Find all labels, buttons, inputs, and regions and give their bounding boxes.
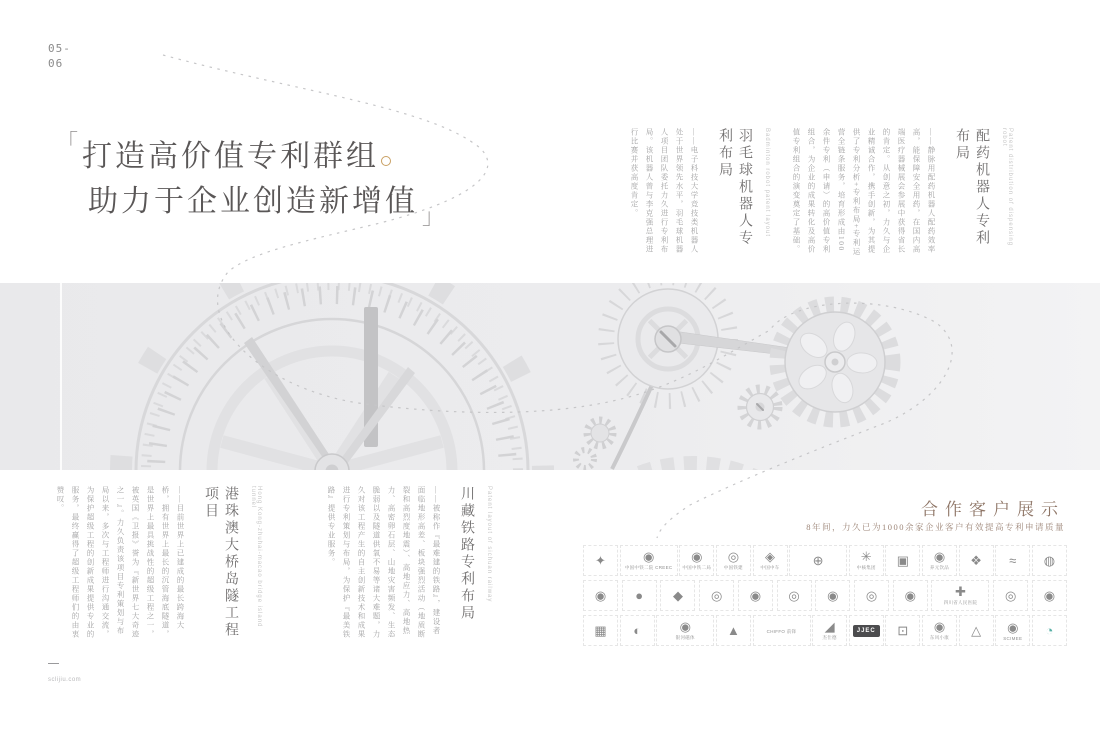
article-badminton-robot [627, 128, 770, 258]
client-logo-label: 中国中铁二局 [682, 565, 712, 570]
client-logo-grid [583, 545, 1067, 646]
small-gears [576, 389, 778, 468]
client-logo-label: 中核集团 [856, 565, 876, 570]
client-logo [922, 545, 957, 576]
client-logo [885, 615, 920, 646]
client-logo [815, 580, 850, 611]
gold-ring-icon [381, 156, 391, 166]
client-logo-glyph-icon: ◈ [765, 549, 775, 564]
client-logo-label: 杰仕德 [822, 635, 837, 640]
client-logo-glyph-icon: ● [635, 588, 644, 603]
footer-mark [48, 663, 59, 664]
client-logo-glyph-icon: ◉ [1043, 588, 1056, 603]
big-wheel [121, 283, 543, 470]
hero-line2: 助力于企业创造新增值 [88, 185, 419, 218]
client-logo [679, 545, 714, 576]
gears-illustration [0, 283, 1100, 470]
client-logo [789, 545, 847, 576]
client-logo-glyph-icon: ◉ [642, 549, 655, 564]
client-logo [753, 615, 811, 646]
client-logo-glyph-icon: ◉ [594, 588, 607, 603]
client-logo [849, 545, 884, 576]
client-logo [656, 615, 714, 646]
client-logo [922, 615, 957, 646]
article-dispensing-robot [789, 128, 1013, 258]
article-body: ——被称作『最难建的铁路』，建设者面临地形高差、板块强烈活动（地质断裂和高烈度地震）、高地应力、高地热力、高密卵石层、山地灾害频发、生态脆弱以及隧道供氧不易等诸大难题，力久对该工程产生的自主创新技术和成果进行专利策划与布局，为保护『最美铁路』提供专业服务。 [327, 486, 441, 639]
client-logo [716, 615, 751, 646]
client-logo-label: 中国铁建 [723, 565, 743, 570]
client-logo-glyph-icon: ◎ [865, 588, 878, 603]
article-caption-en: Patent distribution of dispensing robot [1001, 128, 1013, 247]
article-title: 川藏铁路专利布局 [459, 486, 474, 622]
article-caption-en: Patent layout of sichuan railway [486, 486, 492, 603]
client-logo-glyph-icon: ◉ [827, 588, 839, 603]
client-logo [699, 580, 734, 611]
client-logo [995, 545, 1030, 576]
client-logo [583, 580, 618, 611]
client-logo-label: CHIFFO 前锋 [766, 628, 797, 634]
client-logo-glyph-icon: ◎ [710, 588, 723, 603]
client-logo [885, 545, 920, 576]
client-logo-glyph-icon: △ [971, 623, 982, 638]
client-logo-glyph-icon: ◉ [933, 549, 946, 564]
article-sichuan-railway [324, 486, 492, 644]
client-logo-label: 中国中铁二院 CREEC [624, 565, 673, 570]
client-logo [716, 545, 751, 576]
article-body: ——目前世界上已建成的最长跨海大桥，拥有世界上最长的沉管海底隧道，是世界上最具挑战性的超级工程之一，被英国《卫报》誉为『新世界七大奇迹之一』。力久负责该项目专利策划与布局以来，多次与工程师进行沟通交流，为保护超级工程的创新成果提供专业的服务，最终赢得了超级工程师们的由衷赞叹。 [56, 486, 185, 639]
client-logo [893, 580, 928, 611]
client-logo [583, 545, 618, 576]
bottom-ring-gear [543, 465, 843, 470]
hero-heading [56, 130, 448, 229]
client-logo-glyph-icon: ◉ [933, 619, 946, 634]
clients-subtitle: 8年间，力久已为1000余家企业客户有效提高专利申请质量 [806, 522, 1065, 532]
client-logo-glyph-icon: ◉ [679, 619, 691, 634]
client-logo [583, 615, 618, 646]
client-logo [660, 580, 695, 611]
bracket-open-icon: 「 [56, 130, 79, 155]
client-logo [812, 615, 847, 646]
spoke-gear [777, 304, 893, 420]
client-logo-glyph-icon: ▲ [726, 623, 740, 638]
page-number-top: 05- [48, 42, 71, 55]
client-logo-glyph-icon: ◎ [1005, 588, 1017, 603]
bracket-close-icon: 」 [422, 204, 448, 229]
article-caption-en: Hong Kong-zhuhai-macao bridge island tunnel [250, 486, 262, 628]
client-logo [777, 580, 812, 611]
client-logo-glyph-icon: ▣ [896, 553, 910, 568]
client-logo-label: 四川省人民医院 [943, 600, 978, 605]
client-logo-label: 中国中车 [760, 565, 780, 570]
client-logo [995, 615, 1030, 646]
footer [48, 663, 81, 683]
client-logo-glyph-icon: ◉ [691, 549, 703, 564]
client-logo-label: SCIMEE [1003, 635, 1023, 641]
client-logo [1032, 580, 1067, 611]
client-logo-glyph-icon: ✳ [860, 549, 872, 564]
client-logo [993, 580, 1028, 611]
client-logo-row [583, 615, 1067, 646]
client-logo-glyph-icon: ▦ [594, 623, 607, 638]
client-logo-glyph-icon: ✚ [955, 584, 966, 599]
client-logo [620, 545, 678, 576]
client-logo-glyph-icon: ⊡ [897, 623, 909, 638]
client-logo-label: 东风小康 [929, 635, 950, 640]
article-body: ——静脉用配药机器人配药效率高，能保障安全用药，在国内高端医疗器械展会参展中获得省长的肯定。从创意之初，力久与企业精诚合作，携手创新，为其提供了专利分析+专利布局+专利运营全链条服务，培育形成由100余件专利（申请）的高价值专利组合，为企业的成果转化及高价值专利组合的演变奠定了基础。 [792, 128, 936, 257]
client-logo [931, 580, 989, 611]
client-logo-glyph-icon: ◆ [672, 588, 683, 603]
client-logo-glyph-icon: ◍ [1043, 553, 1056, 568]
client-logo-glyph-icon: ✦ [595, 553, 606, 568]
client-logo [854, 580, 889, 611]
clients-heading: 合作客户展示 [921, 500, 1065, 519]
hero-line1: 打造高价值专利群组 [82, 140, 380, 173]
client-logo-row [583, 580, 1067, 611]
page-number [48, 42, 71, 72]
page-number-bottom: 06 [48, 56, 64, 70]
client-logo-glyph-icon: ≈ [1009, 553, 1017, 568]
client-logo [1032, 615, 1067, 646]
article-title: 配药机器人专利布局 [954, 128, 989, 247]
client-logo-row [583, 545, 1067, 576]
client-logo-glyph-icon: ◉ [904, 588, 916, 603]
client-logo-label: 养元饮品 [929, 565, 950, 570]
client-logo-glyph-icon: ◎ [727, 549, 740, 564]
client-logo-glyph-icon: ◢ [824, 619, 835, 634]
client-logo-glyph-icon: JJEC [853, 625, 880, 637]
client-logo-glyph-icon: ❖ [970, 553, 982, 568]
client-logo-glyph-icon: ◎ [788, 588, 800, 603]
client-logo [738, 580, 773, 611]
article-title: 羽毛球机器人专利布局 [717, 128, 752, 247]
client-logo [1032, 545, 1067, 576]
client-logo-glyph-icon: ⊕ [812, 553, 824, 568]
client-logo-glyph-icon: ◔ [1045, 623, 1054, 638]
client-logo-glyph-icon: ◉ [749, 588, 762, 603]
gears-band [0, 283, 1100, 470]
footer-site: sclijiu.com [48, 677, 82, 683]
client-logo-glyph-icon: ◉ [1007, 619, 1019, 635]
client-logo [622, 580, 657, 611]
client-logo-label: 银河磁体 [675, 635, 695, 640]
client-logo-glyph-icon: ◐ [633, 623, 642, 638]
article-title: 港珠澳大桥岛隧工程项目 [203, 486, 238, 639]
client-logo [849, 615, 884, 646]
client-logo [753, 545, 788, 576]
client-logo [959, 615, 994, 646]
client-logo [959, 545, 994, 576]
article-body: ——电子科技大学竞技类机器人处于世界领先水平，羽毛球机器人项目团队委托力久进行专利布局。该机器人曾与李克强总理进行比赛并获高度肯定。 [630, 128, 699, 254]
client-logo [620, 615, 655, 646]
article-caption-en: Badminton robot patent layout [764, 128, 770, 238]
escape-wheel [606, 283, 815, 469]
article-hzm-bridge [53, 486, 262, 644]
